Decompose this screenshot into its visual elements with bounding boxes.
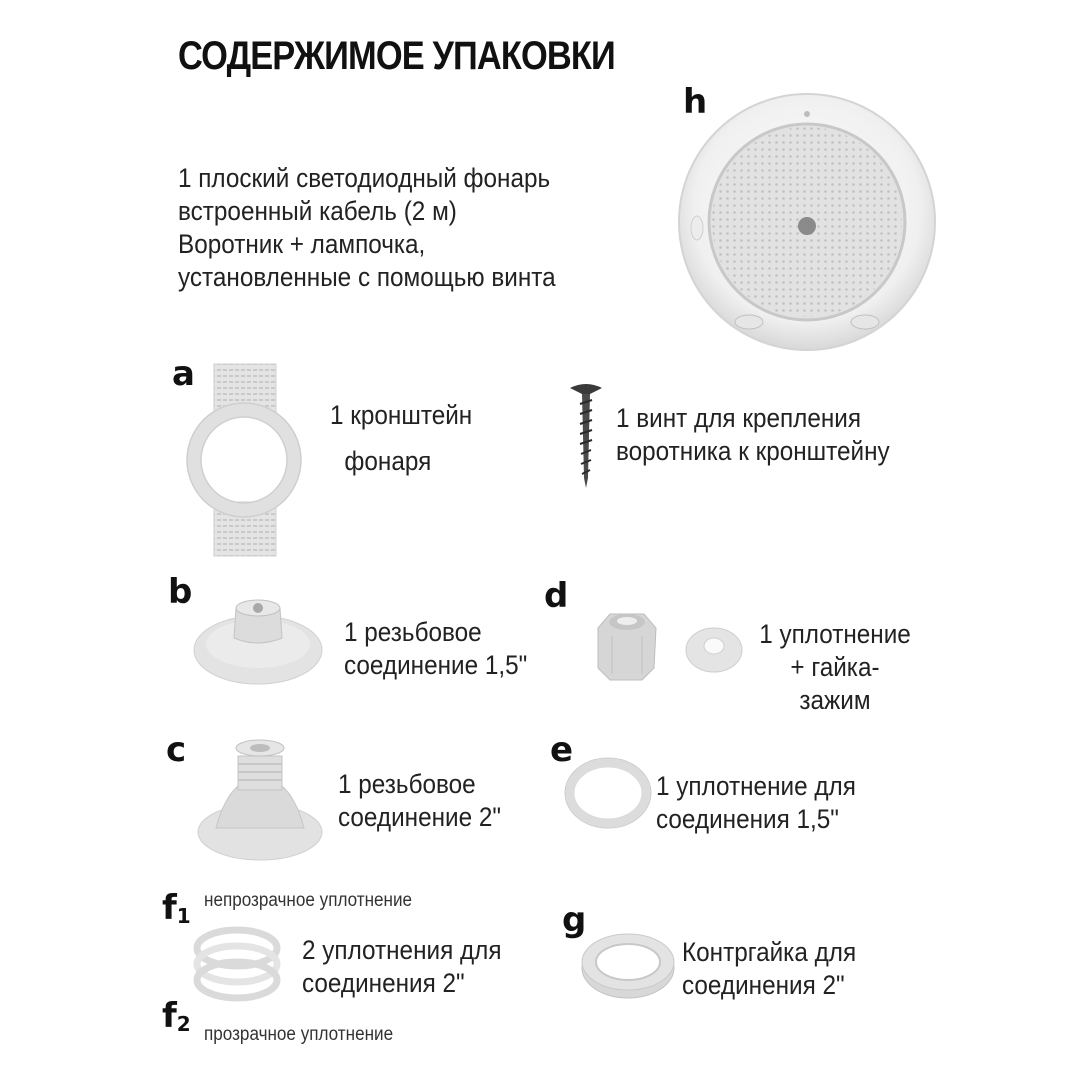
item-f-line-1: 2 уплотнения для [302,935,502,965]
item-c-line-1: 1 резьбовое [338,769,476,799]
item-d-line-3: зажим [799,685,871,715]
item-d-line-1: 1 уплотнение [759,619,911,649]
screw-line-2: воротника к кронштейну [616,436,890,466]
item-b-line-2: соединение 1,5" [344,650,528,680]
item-e-description [656,770,856,836]
item-b-description [344,616,527,682]
main-item-line-3: Воротник + лампочка, [178,229,426,259]
item-c-description [338,768,501,834]
item-letter-b: b [168,572,193,612]
main-item-line-1: 1 плоский светодиодный фонарь [178,163,551,193]
bracket-image [186,362,302,558]
threaded-connection-2-image [196,736,324,864]
main-item-line-2: встроенный кабель (2 м) [178,196,457,226]
item-a-line-1: 1 кронштейн [330,400,473,430]
item-letter-h: h [683,82,708,122]
main-item-line-4: установленные с помощью винта [178,262,556,292]
item-e-line-2: соединения 1,5" [656,804,839,834]
item-a-description [330,392,472,484]
transparent-seal-note: прозрачное уплотнение [204,1024,394,1045]
screw-image [566,382,606,490]
seal-1-5-image [566,758,650,828]
item-e-line-1: 1 уплотнение для [656,771,856,801]
two-seals-image [192,918,282,1008]
item-letter-a: a [172,354,195,394]
item-b-line-1: 1 резьбовое [344,617,482,647]
item-g-description [682,936,856,1002]
opaque-seal-note: непрозрачное уплотнение [204,890,413,911]
screw-line-1: 1 винт для крепления [616,403,861,433]
item-f-line-2: соединения 2" [302,968,465,998]
item-f-description [302,934,501,1000]
led-lamp-image [675,90,945,360]
item-c-line-2: соединение 2" [338,802,502,832]
item-letter-f2: $f_2$ [162,996,191,1036]
main-item-description [178,162,556,294]
seal-and-clamp-nut-image [592,606,742,686]
item-letter-g: g [562,900,587,940]
lock-nut-image [578,924,678,1004]
item-g-line-1: Контргайка для [682,937,857,967]
item-letter-e: e [550,730,574,770]
item-letter-f1: $f_1$ [162,888,191,928]
item-a-line-2: фонаря [344,446,432,476]
item-letter-d: d [544,576,569,616]
item-d-description [750,618,921,717]
screw-description [616,402,890,468]
item-g-line-2: соединения 2" [682,970,845,1000]
item-letter-c: c [166,730,187,770]
threaded-connection-1-5-image [192,590,326,690]
page-title: СОДЕРЖИМОЕ УПАКОВКИ [178,34,615,78]
item-d-line-2: + гайка- [790,652,880,682]
